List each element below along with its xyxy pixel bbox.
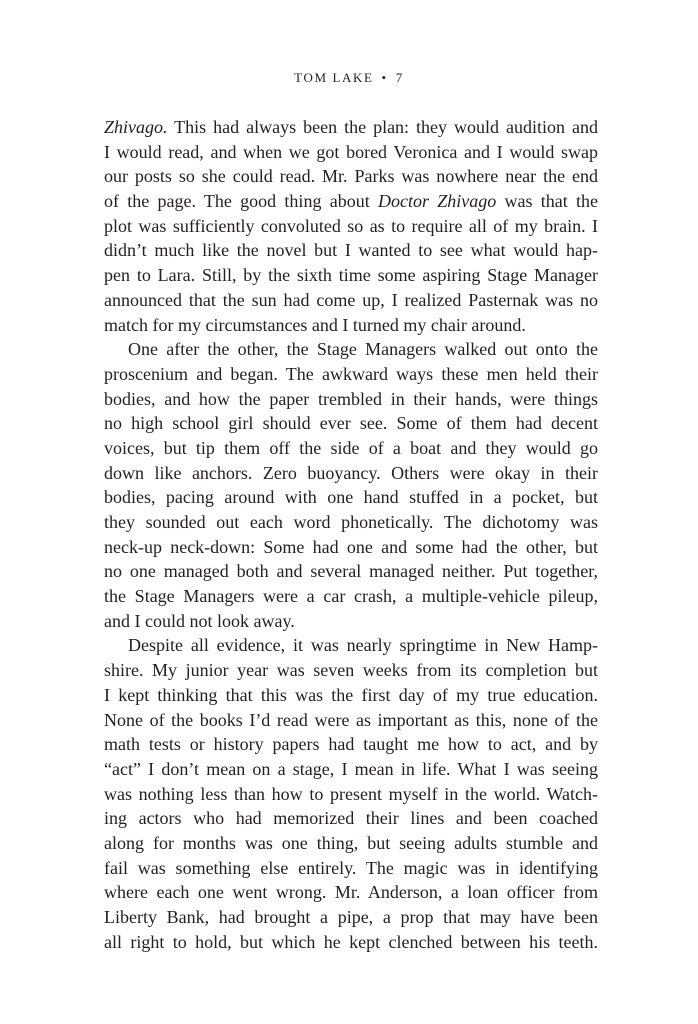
italic-title: Doctor Zhivago	[377, 191, 497, 212]
text-line	[104, 633, 598, 658]
text-line	[104, 337, 598, 362]
text-run: This had always been the plan: they would audition and	[167, 117, 598, 137]
italic-title: Zhivago.	[104, 117, 168, 137]
paragraph	[104, 115, 598, 337]
text-run: fail was something else entirely. The magic was in identifying	[104, 857, 598, 878]
text-run: along for months was one thing, but seeing adults stumble and	[104, 832, 598, 853]
text-run: and I could not look away.	[104, 610, 295, 631]
text-line	[104, 510, 598, 535]
text-line	[104, 658, 598, 683]
text-line	[104, 436, 598, 461]
text-run: “act” I don’t mean on a stage, I mean in life. What I was seeing	[104, 758, 598, 779]
text-line	[104, 732, 598, 757]
text-run: the Stage Managers were a car crash, a multiple-vehicle pileup,	[104, 586, 598, 607]
text-line	[104, 856, 598, 881]
text-line	[104, 708, 598, 733]
text-run: ing actors who had memorized their lines and been coached	[104, 808, 598, 829]
text-line	[104, 559, 598, 584]
text-line	[104, 880, 598, 905]
text-line	[104, 461, 598, 486]
text-run: was nothing less than how to present myself in the world. Watch-	[104, 783, 598, 804]
header-separator: •	[381, 70, 388, 85]
text-run: shire. My junior year was seven weeks from its completion but	[104, 660, 598, 681]
text-line	[104, 362, 598, 387]
text-line	[104, 806, 598, 831]
text-run: plot was sufficiently convoluted so as to require all of my brain. I	[104, 215, 598, 236]
text-line	[104, 214, 598, 239]
text-line	[104, 485, 598, 510]
text-line	[104, 411, 598, 436]
text-line	[104, 757, 598, 782]
text-run: Liberty Bank, had brought a pipe, a prop that may have been	[104, 907, 598, 927]
text-line	[104, 905, 598, 930]
text-run: bodies, pacing around with one hand stuffed in a pocket, but	[104, 487, 598, 508]
text-line	[104, 930, 598, 955]
paragraph	[104, 633, 598, 954]
text-run: our posts so she could read. Mr. Parks was nowhere near the end	[104, 166, 598, 187]
text-run: voices, but tip them off the side of a boat and they would go	[104, 437, 598, 458]
text-line	[104, 238, 598, 263]
text-line	[104, 782, 598, 807]
text-run: match for my circumstances and I turned my chair around.	[104, 314, 526, 335]
text-line	[104, 609, 598, 634]
running-head	[0, 70, 698, 86]
text-line	[104, 140, 598, 165]
text-run: neck-up neck-down: Some had one and some had the other, but	[104, 536, 598, 557]
text-run: no one managed both and several managed neither. Put together,	[104, 561, 598, 582]
text-run: Despite all evidence, it was nearly springtime in New Hamp-	[128, 635, 598, 656]
text-line	[104, 164, 598, 189]
text-run: was that the	[496, 191, 598, 212]
book-title: TOM LAKE	[294, 70, 374, 85]
text-run: they sounded out each word phonetically. The dichotomy was	[104, 512, 598, 532]
text-run: didn’t much like the novel but I wanted to see what would hap-	[104, 240, 598, 261]
text-run: I kept thinking that this was the first day of my true education.	[104, 684, 598, 705]
text-line	[104, 189, 598, 214]
text-run: I would read, and when we got bored Veronica and I would swap	[104, 141, 598, 162]
text-run: of the page. The good thing about	[104, 191, 378, 212]
text-line	[104, 387, 598, 412]
paragraph	[104, 337, 598, 633]
text-run: announced that the sun had come up, I realized Pasternak was no	[104, 289, 598, 310]
text-run: no high school girl should ever see. Some of them had decent	[104, 413, 598, 434]
text-line	[104, 288, 598, 313]
text-run: all right to hold, but which he kept clenched between his teeth.	[104, 931, 598, 952]
page-number: 7	[395, 70, 404, 85]
text-run: down like anchors. Zero buoyancy. Others were okay in their	[104, 462, 598, 483]
text-line	[104, 115, 598, 140]
text-run: pen to Lara. Still, by the sixth time some aspiring Stage Manager	[104, 265, 598, 286]
text-run: proscenium and began. The awkward ways these men held their	[104, 363, 598, 384]
text-run: bodies, and how the paper trembled in their hands, were things	[104, 388, 598, 409]
text-run: math tests or history papers had taught me how to act, and by	[104, 734, 598, 755]
text-line	[104, 313, 598, 338]
text-line	[104, 831, 598, 856]
text-line	[104, 683, 598, 708]
body-text	[104, 115, 598, 954]
text-line	[104, 263, 598, 288]
text-line	[104, 584, 598, 609]
text-line	[104, 535, 598, 560]
text-run: One after the other, the Stage Managers walked out onto the	[128, 339, 598, 360]
text-run: None of the books I’d read were as important as this, none of the	[104, 709, 598, 730]
text-run: where each one went wrong. Mr. Anderson, a loan officer from	[104, 882, 598, 903]
